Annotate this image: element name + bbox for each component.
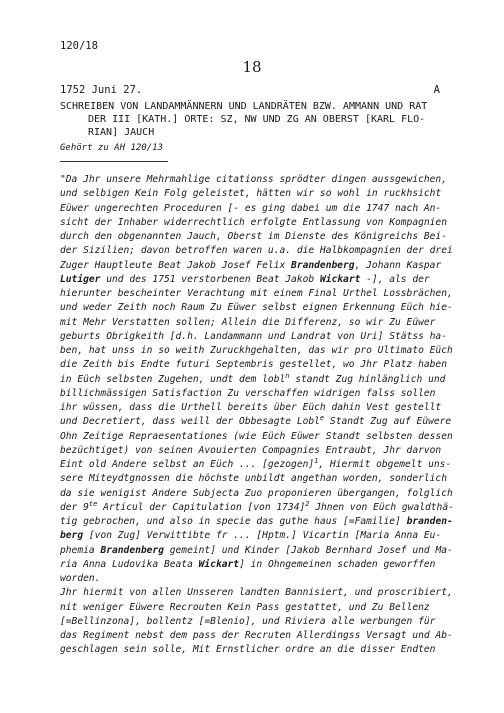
body-line: ria Anna Ludovika Beata Wickart] in Ohngemeinen schaden geworffen: [60, 558, 436, 570]
body-line: in Eüch selbsten Zugehen, undt dem lobl$^n$ standt Zug hinlänglich und: [60, 371, 446, 385]
title-line: DER III [KATH.] ORTE: SZ, NW UND ZG AN OBERST [KARL FLO-: [88, 114, 426, 125]
letter-body: [60, 173, 460, 658]
archive-reference: 120/18: [60, 40, 98, 52]
body-line: bezüchtiget) von seinen Avouierten Compagnies Entraubt, Jhr darvon: [60, 444, 442, 456]
separator-rule: [60, 161, 168, 162]
body-line: der Sizilien; davon betroffen waren u.a. die Halbkompagnien der drei: [60, 245, 453, 257]
body-line: der $9^{te}$ Articul der Capitulation [von 1734]$^2$ Jhnen von Eüch gwaldthä-: [60, 499, 454, 513]
document-date: 1752 Juni 27.: [60, 84, 143, 96]
body-line: da sie wenigist Andere Subjecta Zuo proponieren übergangen, folglich: [60, 487, 453, 499]
body-line: billichmässigen Satisfaction Zu verschaffen widrigen falss sollen: [60, 387, 436, 399]
body-line: Ohn Zeitige Repraesentationes (wie Eüch Eüwer Standt selbsten dessen: [60, 430, 453, 442]
body-line: die Zeith bis Endte futuri Septembris gestellet, wo Jhr Platz haben: [60, 359, 447, 371]
body-line: mit Mehr Verstatten sollen; Allein die Differenz, so wir Zu Eüwer: [60, 316, 436, 328]
body-line: Zuger Hauptleute Beat Jakob Josef Felix Brandenberg, Johann Kaspar: [60, 259, 442, 271]
body-line: durch den obgenannten Jauch, Oberst im Dienste des Königreichs Bei-: [60, 231, 447, 242]
body-line: geburts Obrigkeith [d.h. Landammann und Landrat von Uri] Stätss ha-: [60, 330, 447, 342]
body-line: und Decretiert, dass weill der Obbesagte Lobl$^e$ Standt Zug auf Eüwere: [60, 414, 452, 428]
body-line: Jhr hiermit von allen Unsseren landten Bannisiert, und proscribiert,: [60, 587, 453, 599]
source-note: Gehört zu AH 120/13: [60, 143, 163, 153]
document-number: 18: [242, 58, 262, 76]
body-line: sere Miteydtgnossen die höchste unbildt angethan worden, sonderlich: [60, 473, 447, 485]
body-line: Eint old Andere selbst an Eüch ... [gezogen]$^1$, Hiermit obgemelt uns-: [60, 457, 452, 470]
body-line: hierunter bescheinter Verachtung mit einem Final Urthel Lossbrächen,: [60, 288, 453, 299]
body-line: das Regiment nebst dem pass der Recruten Allerdingss Versagt und Ab-: [60, 630, 453, 641]
body-line: geschlagen sein solle, Mit Ernstlicher ordre an die disser Endten: [60, 644, 436, 656]
body-line: ben, hat unss in so weith Zuruckhgehalten, das wir pro Ultimato Eüch: [60, 345, 453, 356]
body-line: tig gebrochen, und also in specie das guthe haus [=Familie] branden-: [60, 516, 453, 527]
body-line: ihr wüssen, dass die Urthell bereits über Eüch dahin Vest gestellt: [60, 402, 442, 413]
body-line: "Da Jhr unsere Mehrmahlige citationss sprödter dingen aussgewichen,: [60, 174, 447, 185]
body-line: und selbigen Kein Folg geleistet, hätten wir so wohl in ruckhsicht: [60, 188, 442, 200]
body-line: sicht der Inhaber widerrechtlich erfolgte Entlassung von Kompagnien: [60, 216, 447, 228]
body-line: Eüwer ungerechten Proceduren [- es ging dabei um die 1747 nach An-: [60, 202, 442, 214]
body-line: worden.: [60, 573, 101, 584]
section-letter: A: [433, 84, 440, 96]
body-line: berg [von Zug] Verwittibte fr ... [Hptm.] Vicartin [Maria Anna Eu-: [60, 530, 442, 542]
body-line: Lutiger und des 1751 verstorbenen Beat Jakob Wickart -], als der: [60, 273, 430, 285]
body-line: phemia Brandenberg gemeint] und Kinder [Jakob Bernhard Josef und Ma-: [60, 544, 453, 556]
date-line: [60, 84, 440, 96]
title-line: SCHREIBEN VON LANDAMMÄNNERN UND LANDRÄTEN BZW. AMMANN UND RAT: [60, 101, 428, 112]
body-line: [=Bellinzona], bollentz [=Blenio], und Riviera alle werbungen für: [60, 615, 436, 627]
document-title: [60, 100, 460, 139]
title-line: RIAN] JAUCH: [88, 127, 155, 138]
body-line: und weder Zeith noch Raum Zu Eüwer selbst eignen Erkennung Eüch hie-: [60, 302, 453, 314]
body-line: nit weniger Eüwere Recrouten Kein Pass gestattet, und Zu Bellenz: [60, 601, 430, 613]
